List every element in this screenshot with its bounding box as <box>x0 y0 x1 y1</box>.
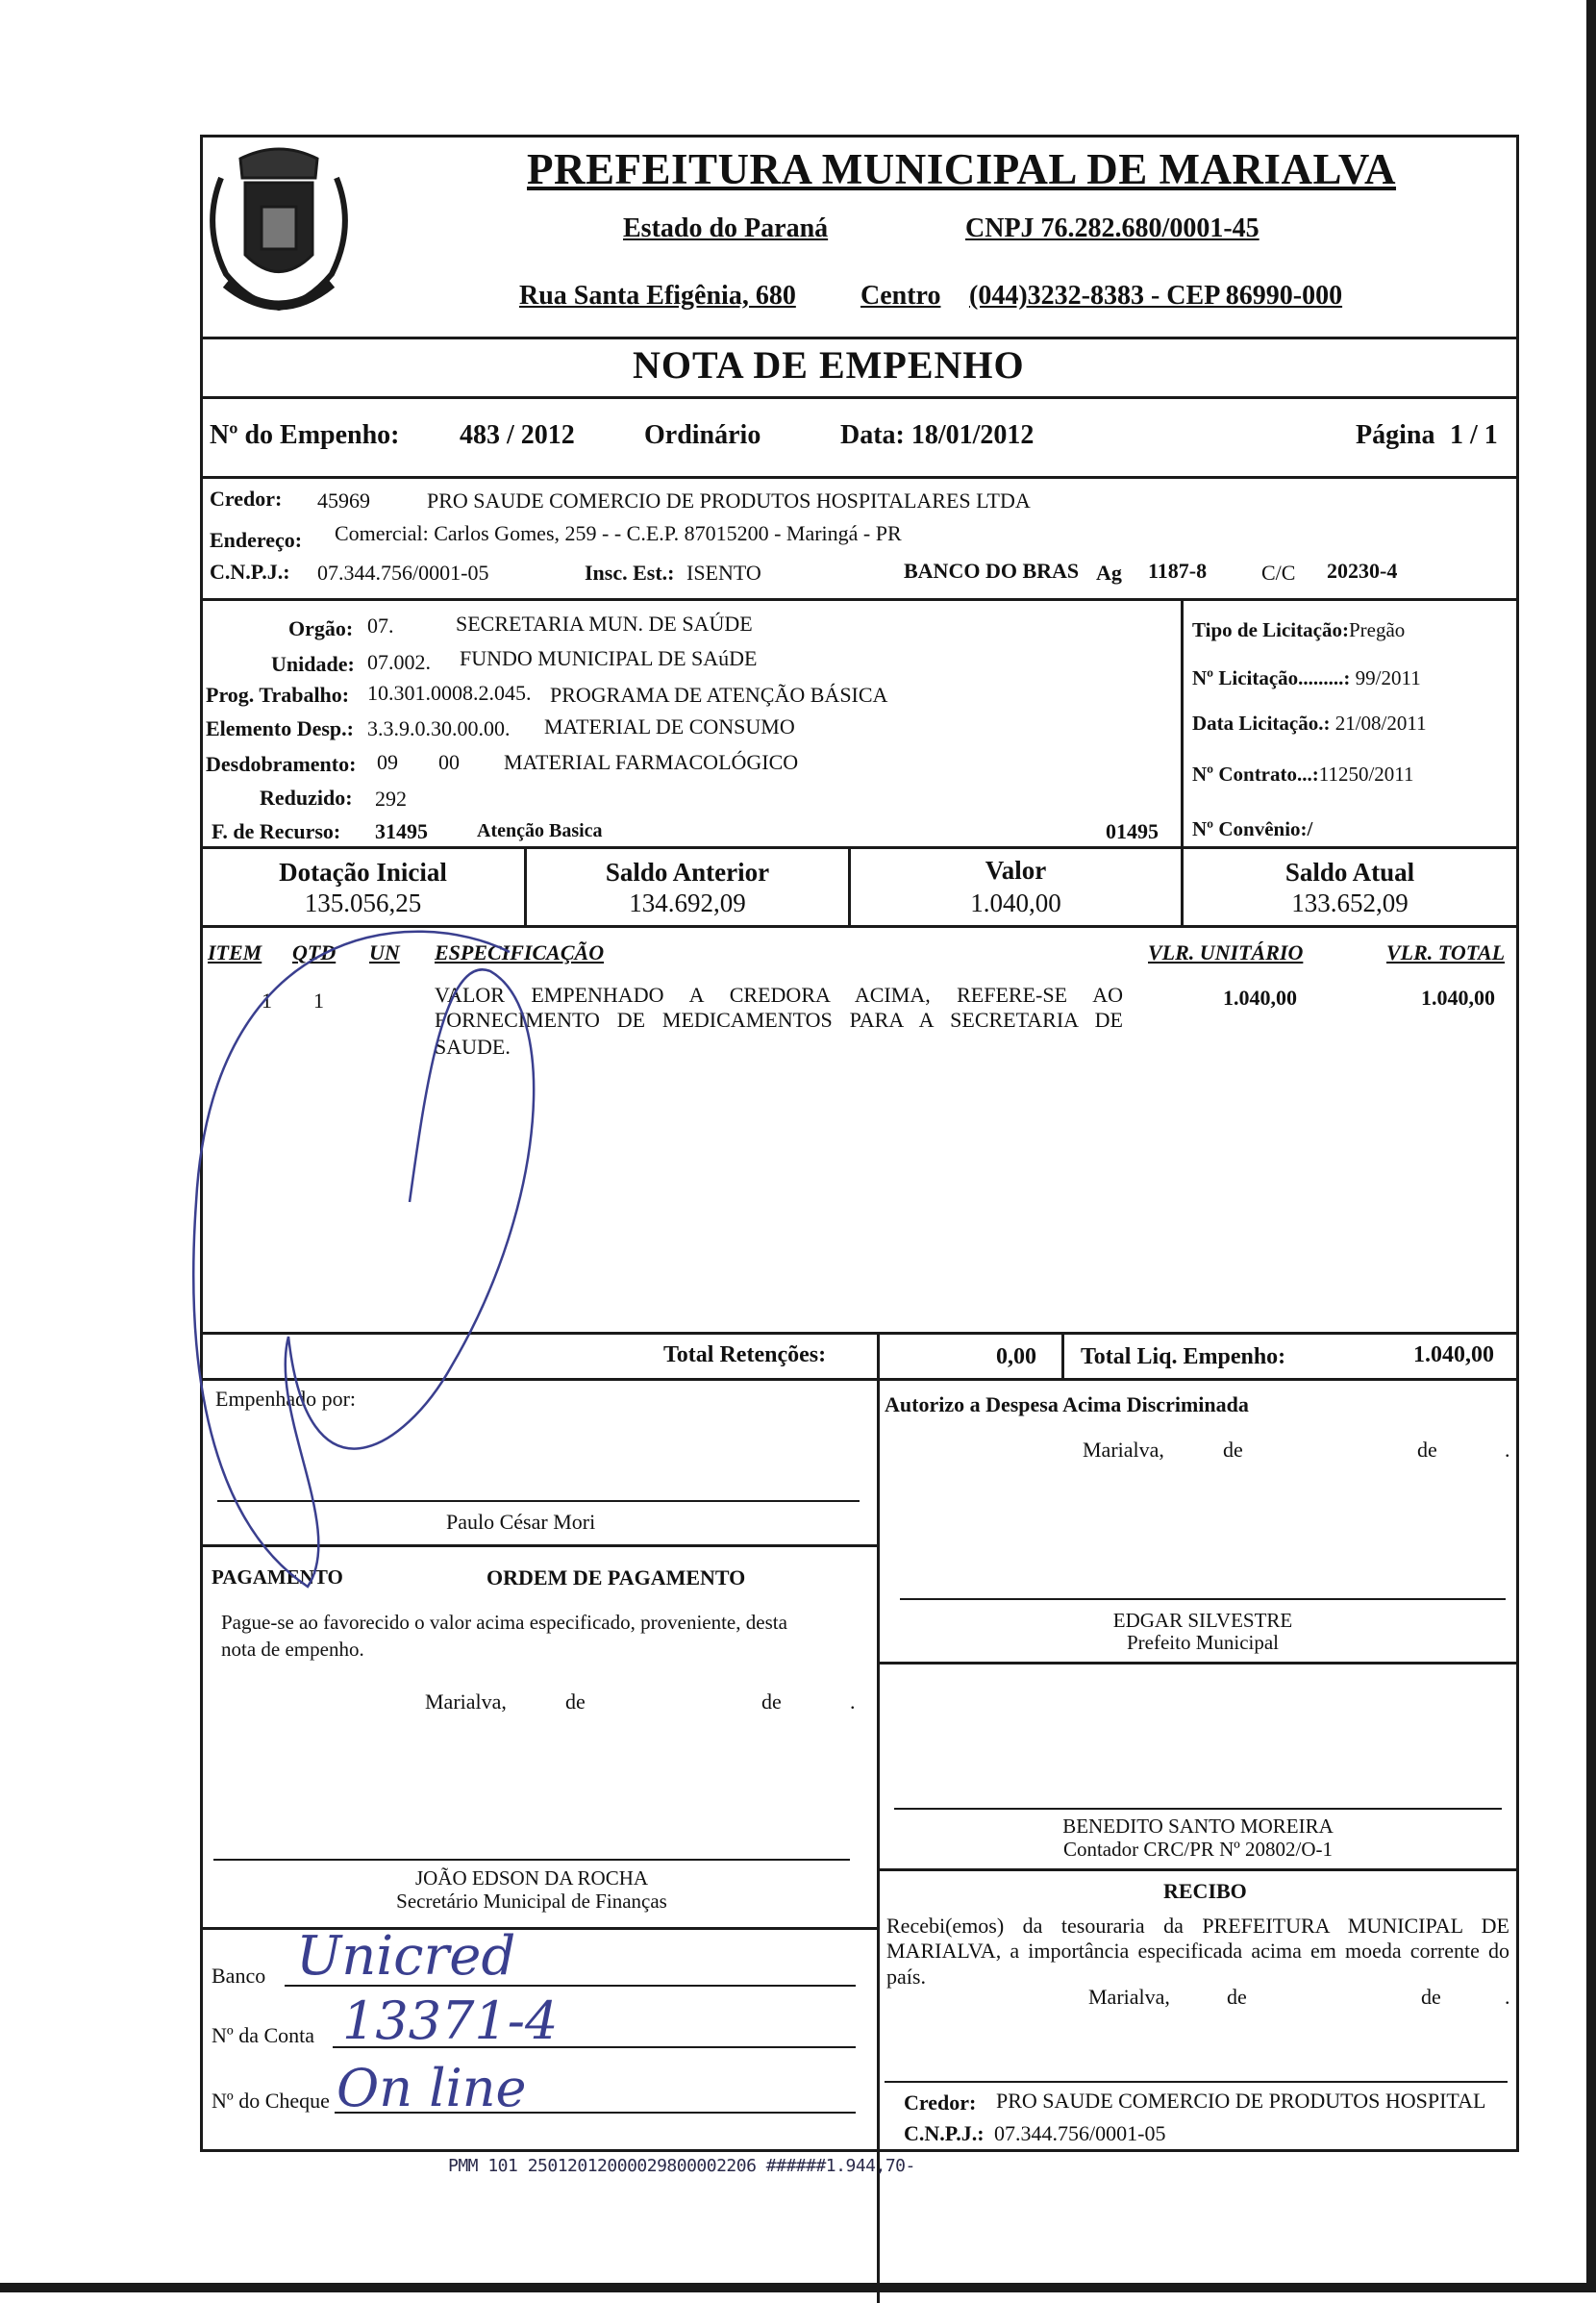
credor-cc: 20230-4 <box>1327 559 1398 583</box>
total-liquido-value: 1.040,00 <box>1413 1342 1494 1367</box>
contrato-value: 11250/2011 <box>1318 763 1414 786</box>
data-licitacao-value: 21/08/2011 <box>1334 712 1427 735</box>
desdobramento-a: 09 <box>377 750 398 774</box>
saldo-value: 134.692,09 <box>629 889 746 917</box>
divider <box>877 1662 1519 1665</box>
autorizo-title: Autorizo a Despesa Acima Discriminada <box>885 1392 1249 1416</box>
col-spec-header: ESPECIFICAÇÃO <box>435 940 605 964</box>
header-state: Estado do Paraná <box>623 213 829 243</box>
header-district: Centro <box>860 281 941 311</box>
prog-label: Prog. Trabalho: <box>206 683 350 707</box>
ordem-pagamento-title: ORDEM DE PAGAMENTO <box>486 1565 746 1590</box>
reduzido-label: Reduzido: <box>260 786 353 810</box>
header-cnpj: CNPJ 76.282.680/0001-45 <box>965 213 1259 243</box>
tipo-licitacao-label <box>1192 618 1405 642</box>
autorizo-city: Marialva, <box>1083 1438 1164 1462</box>
empenhado-label: Empenhado por: <box>215 1387 357 1411</box>
num-licitacao <box>1192 666 1421 690</box>
recurso-label: F. de Recurso: <box>212 819 341 843</box>
pagamento-signer-role: Secretário Municipal de Finanças <box>396 1890 667 1913</box>
tipo-licitacao-value: Pregão <box>1348 618 1406 641</box>
data-licitacao <box>1192 712 1427 736</box>
pagamento-de: de <box>565 1690 586 1714</box>
recibo-credor-name: PRO SAUDE COMERCIO DE PRODUTOS HOSPITAL <box>996 2089 1486 2113</box>
page-number: 1 / 1 <box>1450 420 1498 450</box>
orgao-name: SECRETARIA MUN. DE SAÚDE <box>456 612 753 636</box>
desdobramento-label: Desdobramento: <box>206 752 357 776</box>
pagamento-text: nota de empenho. <box>221 1638 364 1661</box>
contador-role: Contador CRC/PR Nº 20802/O-1 <box>1062 1838 1334 1861</box>
signature-line <box>213 1859 850 1861</box>
header-title: PREFEITURA MUNICIPAL DE MARIALVA <box>527 145 1397 193</box>
recibo-dot: . <box>1505 1985 1510 2009</box>
item-unit-value: 1.040,00 <box>1223 986 1297 1010</box>
item-number: 1 <box>262 989 272 1013</box>
divider <box>200 598 1519 601</box>
elemento-name: MATERIAL DE CONSUMO <box>544 714 795 738</box>
divider <box>200 396 1519 399</box>
saldo-value: 133.652,09 <box>1291 889 1409 917</box>
contrato-label: Nº Contrato...: <box>1192 763 1319 786</box>
item-qtd: 1 <box>313 989 324 1013</box>
recurso-num: 01495 <box>1106 819 1159 843</box>
divider <box>1181 598 1184 848</box>
unidade-code: 07.002. <box>367 650 431 674</box>
banco-label: Banco <box>212 1964 266 1988</box>
autorizo-signer-role: Prefeito Municipal <box>1126 1631 1280 1654</box>
credor-bank: BANCO DO BRAS <box>904 559 1080 583</box>
empenho-type: Ordinário <box>644 420 761 450</box>
conta-handwritten: 13371-4 <box>342 1990 559 2051</box>
header-address: Rua Santa Efigênia, 680 <box>519 281 796 311</box>
saldo-label: Saldo Anterior <box>605 858 770 887</box>
credor-code: 45969 <box>317 488 370 513</box>
col-item-header: ITEM <box>208 940 262 964</box>
signature-line <box>894 1808 1502 1810</box>
cnpj-label: C.N.P.J.: <box>210 560 290 584</box>
cc-label: C/C <box>1261 561 1296 585</box>
document-title: NOTA DE EMPENHO <box>633 343 1025 387</box>
total-liquido-label: Total Liq. Empenho: <box>1081 1344 1286 1369</box>
contrato <box>1192 763 1414 787</box>
recibo-city: Marialva, <box>1088 1985 1170 2009</box>
data-licitacao-label: Data Licitação.: <box>1192 712 1331 735</box>
saldo-label: Saldo Atual <box>1284 858 1415 887</box>
footer-code: PMM 101 25012012000029800002206 ######1.944,70- <box>448 2156 915 2176</box>
cheque-label: Nº do Cheque <box>212 2089 330 2113</box>
contador-name: BENEDITO SANTO MOREIRA <box>1062 1815 1334 1838</box>
recibo-title: RECIBO <box>1163 1879 1247 1903</box>
divider <box>200 337 1519 339</box>
ag-label: Ag <box>1096 561 1122 585</box>
banco-handwritten: Unicred <box>296 1925 516 1988</box>
credor-label: Credor: <box>210 487 283 511</box>
credor-insc: ISENTO <box>686 561 761 585</box>
empenho-number-label: Nº do Empenho: <box>210 420 400 450</box>
empenhado-name: Paulo César Mori <box>446 1510 596 1534</box>
col-un-header: UN <box>369 940 400 964</box>
autorizo-signer: EDGAR SILVESTRE <box>1112 1609 1293 1632</box>
reduzido-value: 292 <box>375 787 407 811</box>
credor-ag: 1187-8 <box>1148 559 1208 583</box>
recibo-text: MARIALVA, a importância especificada acima em moeda corrente do <box>886 1939 1509 1963</box>
pagamento-text: Pague-se ao favorecido o valor acima especificado, proveniente, desta <box>221 1611 787 1634</box>
recurso-name: Atenção Basica <box>477 820 603 841</box>
item-spec-line: VALOR EMPENHADO A CREDORA ACIMA, REFERE-SE AO <box>435 983 1123 1007</box>
pagamento-title: PAGAMENTO <box>212 1565 343 1589</box>
page-label: Página <box>1356 420 1435 450</box>
autorizo-de: de <box>1223 1438 1243 1462</box>
num-licitacao-label: Nº Licitação.........: <box>1192 666 1351 689</box>
prog-name: PROGRAMA DE ATENÇÃO BÁSICA <box>550 683 888 707</box>
recurso-code: 31495 <box>375 819 428 843</box>
col-unit-header: VLR. UNITÁRIO <box>1148 940 1304 964</box>
divider <box>877 1868 1519 1871</box>
credor-address: Comercial: Carlos Gomes, 259 - - C.E.P. 87015200 - Maringá - PR <box>335 521 902 545</box>
empenho-date: Data: 18/01/2012 <box>840 420 1035 450</box>
municipal-seal-icon <box>202 139 356 332</box>
pagamento-dot: . <box>850 1690 856 1714</box>
tipo-licitacao-label-text: Tipo de Licitação: <box>1192 618 1349 641</box>
unidade-name: FUNDO MUNICIPAL DE SAúDE <box>460 646 758 670</box>
conta-label: Nº da Conta <box>212 2023 315 2047</box>
saldo-label: Dotação Inicial <box>279 858 447 887</box>
elemento-label: Elemento Desp.: <box>206 716 354 740</box>
saldo-value: 1.040,00 <box>970 889 1061 917</box>
recibo-de: de <box>1421 1985 1441 2009</box>
divider <box>1061 1332 1064 1378</box>
convenio-label: Nº Convênio:/ <box>1192 817 1313 840</box>
orgao-label: Orgão: <box>288 616 354 640</box>
orgao-code: 07. <box>367 613 394 638</box>
item-spec-line: FORNECIMENTO DE MEDICAMENTOS PARA A SECRETARIA DE <box>435 1008 1123 1032</box>
cheque-handwritten: On line <box>337 2058 527 2118</box>
recibo-cnpj: 07.344.756/0001-05 <box>994 2121 1166 2145</box>
total-retencoes-label: Total Retenções: <box>663 1342 827 1367</box>
saldo-label: Valor <box>985 856 1047 885</box>
desdobramento-b: 00 <box>438 750 460 774</box>
recibo-de: de <box>1227 1985 1247 2009</box>
address-label: Endereço: <box>210 528 303 552</box>
divider <box>200 846 1519 849</box>
elemento-code: 3.3.9.0.30.00.00. <box>367 716 511 740</box>
desdobramento-name: MATERIAL FARMACOLÓGICO <box>504 750 799 774</box>
signature-line <box>885 2081 1508 2083</box>
recibo-cnpj-label: C.N.P.J.: <box>904 2121 985 2145</box>
col-qtd-header: QTD <box>292 940 337 964</box>
num-licitacao-value: 99/2011 <box>1355 666 1421 689</box>
divider <box>200 476 1519 479</box>
col-total-header: VLR. TOTAL <box>1386 940 1506 964</box>
saldo-value: 135.056,25 <box>304 889 422 917</box>
signature-line <box>900 1598 1506 1600</box>
empenho-number: 483 / 2012 <box>460 420 575 450</box>
item-total-value: 1.040,00 <box>1421 986 1495 1010</box>
handwritten-signature-icon <box>183 914 586 1606</box>
recibo-credor-label: Credor: <box>904 2090 977 2115</box>
autorizo-dot: . <box>1505 1438 1510 1462</box>
autorizo-de: de <box>1417 1438 1437 1462</box>
total-retencoes-value: 0,00 <box>996 1344 1036 1369</box>
recibo-text: país. <box>886 1965 926 1989</box>
header-phone-cep: (044)3232-8383 - CEP 86990-000 <box>969 281 1343 311</box>
prog-code: 10.301.0008.2.045. <box>367 681 532 705</box>
pagamento-de: de <box>761 1690 782 1714</box>
unidade-label: Unidade: <box>271 652 355 676</box>
pagamento-signer: JOÃO EDSON DA ROCHA <box>414 1866 649 1890</box>
credor-name: PRO SAUDE COMERCIO DE PRODUTOS HOSPITALARES LTDA <box>427 488 1031 513</box>
item-spec-line: SAUDE. <box>435 1035 511 1059</box>
insc-label: Insc. Est.: <box>585 561 675 585</box>
credor-cnpj: 07.344.756/0001-05 <box>317 561 489 585</box>
recibo-text: Recebi(emos) da tesouraria da PREFEITURA MUNICIPAL DE <box>886 1914 1509 1938</box>
pagamento-city: Marialva, <box>425 1690 507 1714</box>
